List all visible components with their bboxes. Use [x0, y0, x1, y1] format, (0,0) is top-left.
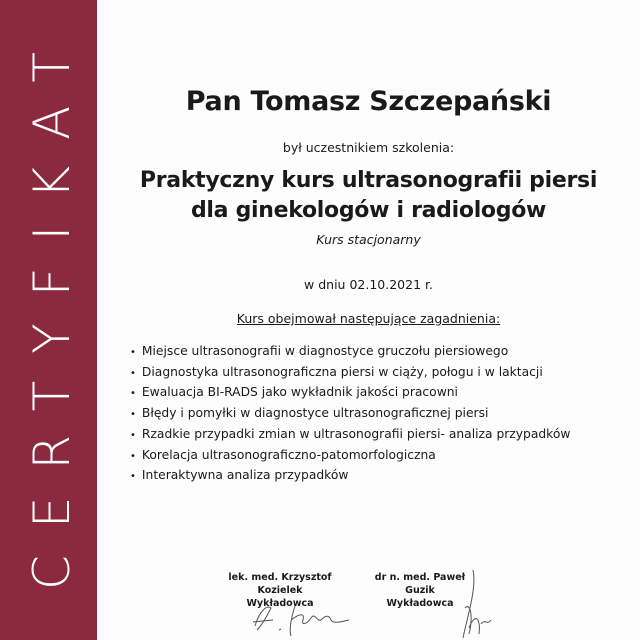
list-item: • Korelacja ultrasonograficzno-patomorfologiczna: [130, 446, 570, 467]
signature-1-image: [245, 596, 355, 640]
list-item: • Błędy i pomyłki w diagnostyce ultrasonograficznej piersi: [130, 404, 570, 425]
signatory-name: lek. med. Krzysztof Kozielek: [228, 572, 332, 596]
topics-list: [130, 342, 570, 487]
list-item: • Diagnostyka ultrasonograficzna piersi w ciąży, połogu i w laktacji: [130, 363, 570, 384]
course-title-line2: dla ginekologów i radiologów: [190, 198, 547, 223]
list-item: • Ewaluacja BI-RADS jako wykładnik jakości pracowni: [130, 383, 570, 404]
signature-2-image: [455, 568, 515, 640]
list-item: • Rzadkie przypadki zmian w ultrasonografii piersi- analiza przypadków: [130, 425, 570, 446]
list-item: • Miejsce ultrasonografii w diagnostyce gruczołu piersiowego: [130, 342, 570, 363]
signatory-name: dr n. med. Paweł Guzik: [374, 572, 466, 596]
recipient-name: Pan Tomasz Szczepański: [185, 86, 552, 117]
signatory-role: Wykładowca: [386, 598, 454, 609]
topics-intro: Kurs obejmował następujące zagadnienia:: [236, 311, 501, 326]
course-title-line1: Praktyczny kurs ultrasonografii piersi: [139, 168, 598, 193]
course-type: Kurs stacjonarny: [316, 232, 421, 247]
certificate-side-band: [0, 0, 97, 640]
participation-text: był uczestnikiem szkolenia:: [282, 140, 455, 155]
list-item: • Interaktywna analiza przypadków: [130, 466, 570, 487]
certificate-title: CERTYFIKAT: [23, 25, 81, 590]
signatory-role: Wykładowca: [246, 598, 314, 609]
course-title: [97, 166, 640, 226]
course-date: w dniu 02.10.2021 r.: [304, 277, 433, 292]
